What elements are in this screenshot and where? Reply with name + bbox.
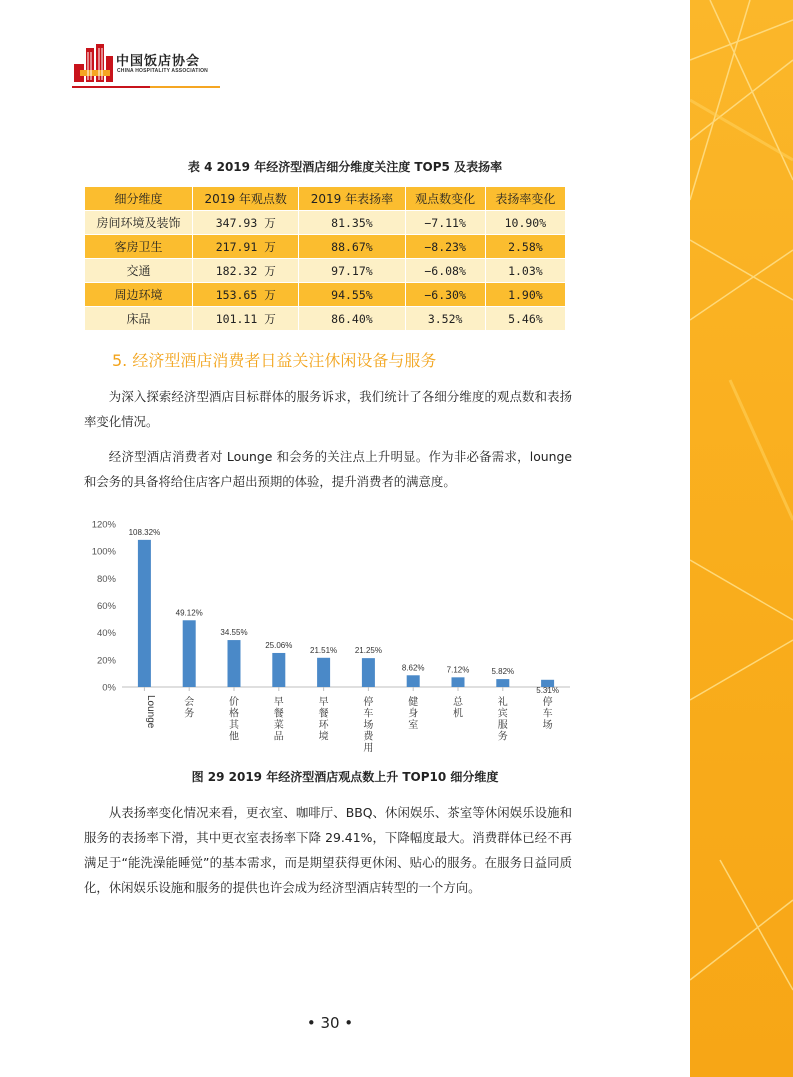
x-category-label: 价格其他 <box>229 697 239 743</box>
data-label: 21.51% <box>310 645 338 655</box>
table-header-cell: 2019 年表扬率 <box>299 187 405 211</box>
table-cell: −7.11% <box>405 211 485 235</box>
decorative-lines <box>690 0 793 1077</box>
table-cell: 1.03% <box>485 259 565 283</box>
table-cell: 347.93 万 <box>193 211 299 235</box>
page-number: • 30 • <box>306 1014 354 1032</box>
bar <box>183 620 196 687</box>
table-header-cell: 细分维度 <box>85 187 193 211</box>
data-label: 108.32% <box>128 527 161 537</box>
bar <box>407 675 420 687</box>
x-category-label: Lounge <box>144 695 156 729</box>
table-header-cell: 观点数变化 <box>405 187 485 211</box>
bar <box>317 658 330 687</box>
x-category-label: 停车场 <box>542 697 553 731</box>
paragraph-conclusion: 从表扬率变化情况来看，更衣室、咖啡厅、BBQ、休闲娱乐、茶室等休闲娱乐设施和服务的表扬率下滑，其中更衣室表扬率下降 29.41%，下降幅度最大。消费群体已经不再满足于“能洗澡能睡觉”的基本需求，而是期望获得更休闲、贴心的服务。在服务日益同质化，休闲娱乐设施和服务的提供也许会成为经济型酒店转型的一个方向。 <box>84 805 572 895</box>
y-tick-label: 20% <box>96 655 116 667</box>
table-cell: 交通 <box>85 259 193 283</box>
table-cell: 床品 <box>85 307 193 331</box>
header-rule-accent <box>150 86 220 88</box>
table-cell: −6.30% <box>405 283 485 307</box>
org-name-cn: 中国饭店协会 <box>116 54 201 69</box>
data-label: 21.25% <box>354 646 382 656</box>
paragraph-lounge: 经济型酒店消费者对 Lounge 和会务的关注点上升明显。作为非必备需求，lounge 和会务的具备将给住店客户超出预期的体验，提升消费者的满意度。 <box>84 449 572 489</box>
y-tick-label: 60% <box>96 601 116 612</box>
table-cell: 客房卫生 <box>85 235 193 259</box>
table-row <box>85 307 566 331</box>
table-cell: 217.91 万 <box>193 235 299 259</box>
data-label: 5.82% <box>491 667 515 677</box>
table-row <box>85 235 566 259</box>
table-cell: 2.58% <box>485 235 565 259</box>
table-cell: −8.23% <box>405 235 485 259</box>
y-tick-label: 100% <box>91 546 116 558</box>
data-label: 7.12% <box>446 665 470 675</box>
table-cell: 86.40% <box>299 307 405 331</box>
data-label: 25.06% <box>265 640 293 650</box>
table-cell: 81.35% <box>299 211 405 235</box>
y-tick-label: 80% <box>96 573 116 585</box>
table-cell: 97.17% <box>299 259 405 283</box>
table-row <box>85 283 566 307</box>
table-cell: 房间环境及装饰 <box>85 211 193 235</box>
table-row <box>85 211 566 235</box>
table-cell: 88.67% <box>299 235 405 259</box>
table-cell: 周边环境 <box>85 283 193 307</box>
table-cell: 5.46% <box>485 307 565 331</box>
data-label: 34.55% <box>220 628 248 638</box>
x-category-label: 早餐菜品 <box>273 697 284 743</box>
table-header-cell: 2019 年观点数 <box>193 187 299 211</box>
bar-chart <box>80 510 580 770</box>
table-cell: 3.52% <box>405 307 485 331</box>
y-tick-label: 40% <box>96 628 116 640</box>
org-name-en: CHINA HOSPITALITY ASSOCIATION <box>117 68 208 74</box>
y-tick-label: 0% <box>102 682 116 694</box>
data-label: 49.12% <box>175 608 203 618</box>
x-category-label: 健身室 <box>408 697 419 731</box>
table-cell: 94.55% <box>299 283 405 307</box>
x-category-label: 早餐环境 <box>318 697 329 743</box>
table-cell: 1.90% <box>485 283 565 307</box>
x-category-label: 会务 <box>184 697 195 720</box>
table-cell: 182.32 万 <box>193 259 299 283</box>
bar <box>496 679 509 687</box>
table-header-cell: 表扬率变化 <box>485 187 565 211</box>
bar <box>272 653 285 687</box>
paragraph-intro: 为深入探索经济型酒店目标群体的服务诉求，我们统计了各细分维度的观点数和表扬率变化情况。 <box>84 389 572 429</box>
bar <box>362 658 375 687</box>
x-category-label: 礼宾服务 <box>497 697 508 743</box>
table-cell: −6.08% <box>405 259 485 283</box>
data-table <box>84 186 566 331</box>
data-label: 5.31% <box>536 686 559 695</box>
data-label: 8.62% <box>401 663 425 673</box>
table-cell: 153.65 万 <box>193 283 299 307</box>
table-header-row <box>85 187 566 211</box>
table-row <box>85 259 566 283</box>
bar <box>452 677 465 687</box>
table-cell: 10.90% <box>485 211 565 235</box>
y-tick-label: 120% <box>91 519 116 531</box>
table-cell: 101.11 万 <box>193 307 299 331</box>
x-category-label: 停车场费用 <box>363 697 374 754</box>
table-title: 表 4 2019 年经济型酒店细分维度关注度 TOP5 及表扬率 <box>187 160 503 174</box>
section-title: 5. 经济型酒店消费者日益关注休闲设备与服务 <box>112 351 437 370</box>
x-category-label: 总机 <box>453 697 463 720</box>
figure-caption: 图 29 2019 年经济型酒店观点数上升 TOP10 细分维度 <box>191 770 499 784</box>
bar <box>138 540 151 687</box>
decorative-side-band <box>690 0 793 1077</box>
bar <box>228 640 241 687</box>
